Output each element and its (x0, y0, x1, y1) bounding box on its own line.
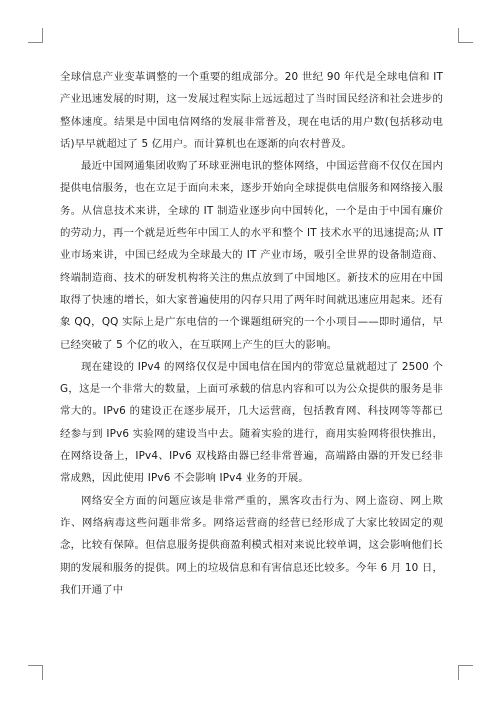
crop-mark-top-left (28, 28, 43, 43)
crop-mark-bottom-right (458, 665, 473, 680)
crop-mark-bottom-left (28, 665, 43, 680)
paragraph-3: 现在建设的 IPv4 的网络仅仅是中国电信在国内的带宽总量就超过了 2500 个 G，这是一个非常大的数量，上面可承载的信息内容和可以为公众提供的服务是非常大的。IPv6 的建设正在逐步展开，几大运营商，包括教育网、科技网等等都已经参与到 IPv6 实验网的建设当中去。随着实验的进行，商用实验网将很快推出，在网络设备上，IPv4、IPv6 双栈路由器已经非常普遍，高端路由器的开发已经非常成熟，因此使用 IPv6 不会影响 IPv4 业务的开展。 (60, 360, 443, 485)
paragraph-2: 最近中国网通集团收购了环球亚洲电讯的整体网络，中国运营商不仅仅在国内提供电信服务，也在立足于面向未来，逐步开始向全球提供电信服务和网络接入服务。从信息技术来讲，全球的 IT 制造业逐步向中国转化，一个是由于中国有廉价的劳动力，再一个就是近些年中国工人的水平和整个 IT 技术水平的迅速提高;从 IT 业市场来讲，中国已经成为全球最大的 IT 产业市场，吸引全世界的设备制造商、终端制造商、技术的研发机构将关注的焦点放到了中国地区。新技术的应用在中国取得了快速的增长，如大家普遍使用的闪存只用了两年时间就迅速应用起来。还有象 QQ，QQ 实际上是广东电信的一个课题组研究的一个小项目——即时通信，早已经突破了 5 个亿的收入，在互联网上产生的巨大的影响。 (60, 160, 443, 351)
paragraph-1: 全球信息产业变革调整的一个重要的组成部分。20 世纪 90 年代是全球电信和 IT 产业迅速发展的时期，这一发展过程实际上远远超过了当时国民经济和社会进步的整体速度。结果是中国电信网络的发展非常普及，现在电话的用户数(包括移动电话)早早就超过了 5 亿用户。而计算机也在逐渐的向农村普及。 (60, 71, 443, 150)
document-body (60, 66, 443, 601)
paragraph-4: 网络安全方面的问题应该是非常严重的，黑客攻击行为、网上盗窃、网上欺诈、网络病毒这些问题非常多。网络运营商的经营已经形成了大家比较固定的观念，比较有保障。但信息服务提供商盈利模式相对来说比较单调，这会影响他们长期的发展和服务的提供。网上的垃圾信息和有害信息还比较多。今年 6 月 10 日，我们开通了中 (60, 494, 443, 596)
crop-mark-top-right (458, 28, 473, 43)
